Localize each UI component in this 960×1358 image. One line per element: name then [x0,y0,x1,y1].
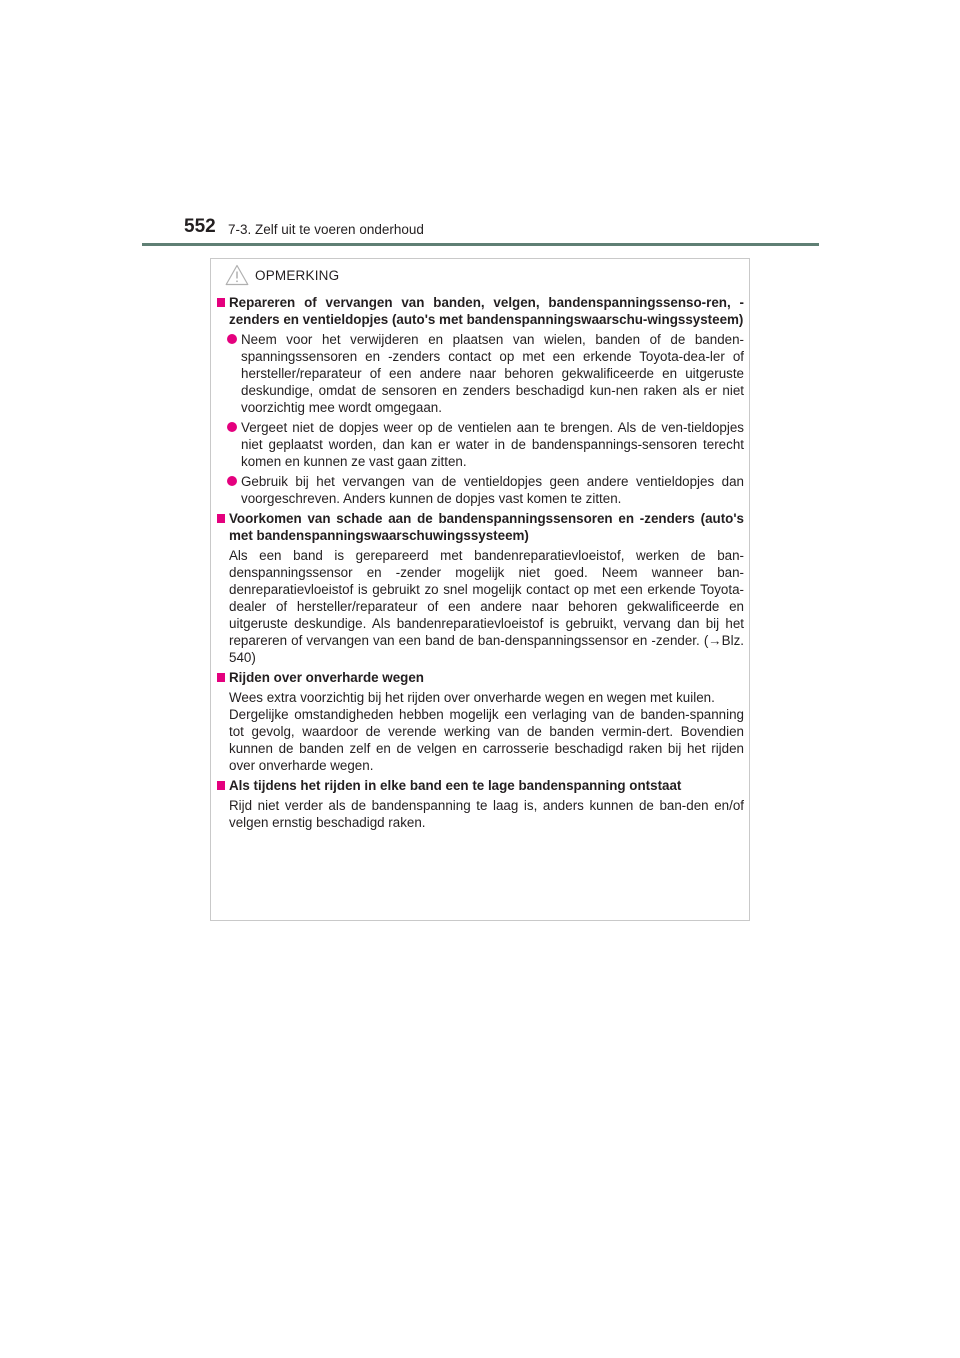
paragraph-text: Als een band is gerepareerd met bandenreparatievloeistof, werken de ban-denspanningssensor en -zender mogelijk niet goed. Neem wanneer ban-denreparatievloeistof is gebruikt zo snel mogelijk contact op met een erkende Toyota-dealer of hersteller/reparateur of een andere naar behoren gekwalificeerde en uitgeruste deskundige. Als bandenreparatievloeistof is gebruikt, vervang dan bij het repareren of vervangen van een band de ban-denspanningssensor en -zender. ( [229,548,744,648]
block-heading-text: Rijden over onverharde wegen [229,670,424,685]
block-heading [217,294,744,328]
notice-block-sensor-damage [217,510,744,666]
bullet-item [217,331,744,416]
paragraph-text: Dergelijke omstandigheden hebben mogelijk een verlaging van de banden-spanning tot gevolg, waardoor de verende werking van de banden vermin-dert. Bovendien kunnen de banden zelf en de velgen en carrosserie beschadigd raken bij het rijden over onverharde wegen. [229,707,744,773]
notice-block-unpaved-roads [217,669,744,774]
paragraph-text: Rijd niet verder als de bandenspanning te laag is, anders kunnen de ban-den en/of velgen ernstig beschadigd raken. [229,798,744,830]
square-bullet-icon [217,781,225,790]
bullet-text: Vergeet niet de dopjes weer op de ventielen aan te brengen. Als de ven-tieldopjes niet geplaatst worden, dan kan er water in de bandenspannings-sensoren terecht komen en kunnen ze vast gaan zitten. [241,420,744,469]
page-reference-link[interactable]: Blz. 540) [229,633,744,665]
block-heading-text: Voorkomen van schade aan de bandenspanningssensoren en -zenders (auto's met bandenspanningswaarschuwingssysteem) [229,511,744,543]
page-header [0,0,960,250]
notice-body [217,294,744,834]
bullet-dot-icon [227,422,237,432]
block-heading-text: Repareren of vervangen van banden, velgen, bandenspanningssenso-ren, -zenders en ventieldopjes (auto's met bandenspanningswaarschu-wingssysteem) [229,295,744,327]
block-heading [217,669,744,686]
notice-block-low-pressure [217,777,744,831]
page-number: 552 [184,216,216,237]
bullet-item [217,419,744,470]
header-rule [142,243,819,246]
notice-label: OPMERKING [255,267,340,283]
block-heading [217,777,744,794]
square-bullet-icon [217,298,225,307]
notice-header [225,264,339,286]
block-heading-text: Als tijdens het rijden in elke band een te lage bandenspanning ontstaat [229,778,682,793]
square-bullet-icon [217,514,225,523]
warning-triangle-icon [225,264,249,286]
bullet-dot-icon [227,334,237,344]
notice-box [210,258,750,921]
bullet-text: Neem voor het verwijderen en plaatsen van wielen, banden of de banden-spanningssensoren en -zenders contact op met een erkende Toyota-dea-ler of hersteller/reparateur of een andere naar behoren gekwalificeerde en uitgeruste deskundige, omdat de sensoren en zenders beschadigd kun-nen raken als er niet voorzichtig mee wordt omgegaan. [241,332,744,415]
square-bullet-icon [217,673,225,682]
block-paragraph [217,547,744,666]
block-paragraph [217,706,744,774]
paragraph-text: Wees extra voorzichtig bij het rijden over onverharde wegen en wegen met kuilen. [229,690,715,705]
bullet-dot-icon [227,476,237,486]
section-title: 7-3. Zelf uit te voeren onderhoud [228,222,424,237]
bullet-item [217,473,744,507]
notice-block-tire-repair [217,294,744,507]
block-paragraph [217,797,744,831]
block-heading [217,510,744,544]
bullet-text: Gebruik bij het vervangen van de ventieldopjes geen andere ventieldopjes dan voorgeschreven. Anders kunnen de dopjes vast komen te zitten. [241,474,744,506]
right-arrow-icon: → [708,633,722,648]
block-paragraph [217,689,744,706]
